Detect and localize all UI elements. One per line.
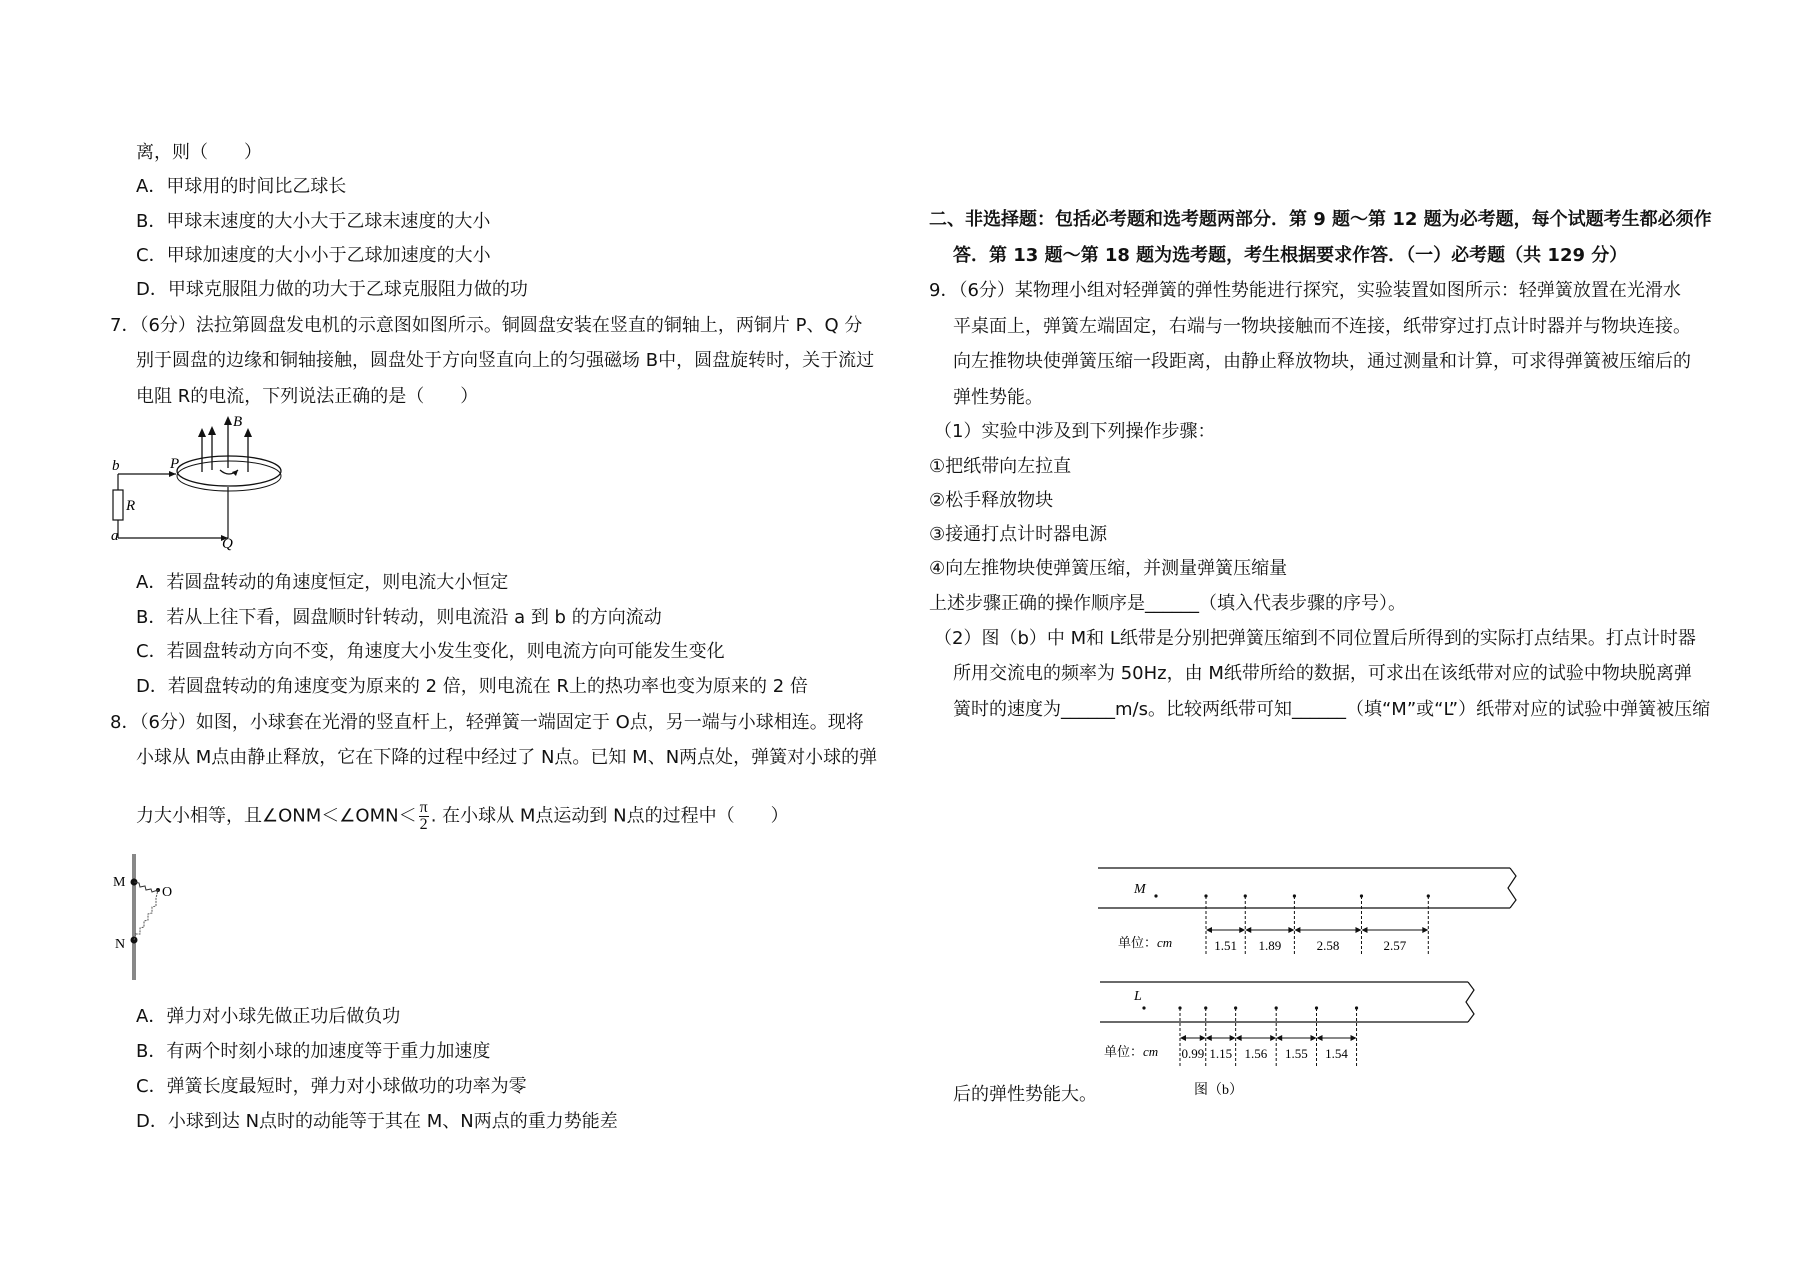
q9-part2-line-3: 簧时的速度为______m/s。比较两纸带可知______（填“M”或“L”）纸带对应的试验中弹簧被压缩: [953, 699, 1711, 720]
q9-stem-line-1: 9．（6分）某物理小组对轻弹簧的弹性势能进行探究，实验装置如图所示：轻弹簧放置在光滑水: [929, 280, 1681, 301]
tape-m-span-left-arrowhead-0: [1206, 927, 1212, 933]
q9-part2-line-1: （2）图（b）中 M和 L纸带是分别把弹簧压缩到不同位置后所得到的实际打点结果。打点计时器: [934, 628, 1696, 649]
tape-l-dot-5: [1315, 1006, 1318, 1009]
q7-stem-line-1: 7．（6分）法拉第圆盘发电机的示意图如图所示。铜圆盘安装在竖直的铜轴上，两铜片 P、Q 分: [110, 315, 863, 336]
tape-l-value-0: 0.99: [1181, 1046, 1205, 1061]
q6-option-b: B．甲球末速度的大小大于乙球末速度的大小: [136, 211, 491, 232]
tape-l-value-4: 1.54: [1325, 1046, 1348, 1061]
fraction-numerator: π: [419, 799, 428, 816]
tape-m-dot-1: [1204, 894, 1207, 897]
q9-step-3: ③接通打点计时器电源: [929, 524, 1108, 545]
tape-m-unit-label: 单位：: [1118, 935, 1158, 950]
q6-option-a: A．甲球用的时间比乙球长: [136, 176, 347, 197]
pi-over-2-fraction: [419, 800, 429, 833]
q9-tail: 后的弹性势能大。: [953, 1084, 1097, 1105]
q8-option-c: C．弹簧长度最短时，弹力对小球做功的功率为零: [136, 1076, 527, 1097]
tape-m: [1098, 868, 1516, 956]
tape-l-value-1: 1.15: [1209, 1046, 1233, 1061]
label-r: R: [126, 498, 136, 514]
q9-step-1: ①把纸带向左拉直: [929, 456, 1072, 477]
tape-m-span-right-arrowhead-0: [1239, 927, 1245, 933]
tape-m-span-right-arrowhead-1: [1288, 927, 1294, 933]
q7-stem-line-3: 电阻 R的电流，下列说法正确的是（ ）: [136, 386, 479, 407]
q8-option-a: A．弹力对小球先做正功后做负功: [136, 1006, 401, 1027]
q6-continuation: 离，则（ ）: [136, 142, 262, 163]
q7-option-c: C．若圆盘转动方向不变，角速度大小发生变化，则电流方向可能发生变化: [136, 641, 725, 662]
tape-l-value-3: 1.55: [1284, 1046, 1308, 1061]
spring-at-n: [134, 890, 158, 940]
tape-l-unit-label: 单位：: [1104, 1044, 1144, 1059]
tape-m-label: M: [1134, 882, 1146, 897]
q9-part2-line-2: 所用交流电的频率为 50Hz，由 M纸带所给的数据，可求出在该纸带对应的试验中物块脱离弹: [953, 663, 1692, 684]
tape-l-torn-edge: [1466, 982, 1474, 1022]
tape-m-dot-3: [1293, 894, 1296, 897]
tape-m-span-left-arrowhead-3: [1361, 927, 1367, 933]
tape-m-unit-cm: cm: [1157, 935, 1173, 950]
q9-stem-line-2: 平桌面上，弹簧左端固定，右端与一物块接触而不连接，纸带穿过打点计时器并与物块连接。: [953, 316, 1691, 337]
tape-m-value-0: 1.51: [1214, 938, 1238, 953]
q6-option-c: C．甲球加速度的大小小于乙球加速度的大小: [136, 245, 491, 266]
tape-m-dot-5: [1427, 894, 1430, 897]
tape-m-value-2: 2.58: [1316, 938, 1340, 953]
q8-line3-part-b: . 在小球从 M点运动到 N点的过程中（ ）: [430, 805, 789, 827]
tape-m-value-3: 2.57: [1383, 938, 1407, 953]
tape-l-dot-2: [1204, 1006, 1207, 1009]
label-b-field: B: [233, 414, 243, 430]
tape-m-value-1: 1.89: [1258, 938, 1282, 953]
figure-b-caption: 图（b）: [1194, 1083, 1243, 1098]
tape-m-span-right-arrowhead-3: [1422, 927, 1428, 933]
q9-part1-heading: （1）实验中涉及到下列操作步骤：: [934, 421, 1216, 442]
tape-l: [1100, 982, 1474, 1066]
fraction-denominator: 2: [419, 816, 428, 833]
q9-stem-line-4: 弹性势能。: [953, 387, 1043, 408]
tape-l-span-right-arrowhead-3: [1311, 1035, 1317, 1041]
tape-l-label: L: [1134, 989, 1142, 1004]
tape-l-span-left-arrowhead-2: [1236, 1035, 1242, 1041]
tape-l-span-right-arrowhead-1: [1230, 1035, 1236, 1041]
q8-stem-line-1: 8．（6分）如图，小球套在光滑的竖直杆上，轻弹簧一端固定于 O点，另一端与小球相连。现将: [110, 712, 864, 733]
section-heading-line-1: 二、非选择题：包括必考题和选考题两部分．第 9 题～第 12 题为必考题，每个试题考生都必须作: [929, 209, 1712, 230]
label-b-terminal: b: [112, 458, 120, 474]
tape-l-unit: [1104, 1044, 1158, 1059]
q9-step-4: ④向左推物块使弹簧压缩，并测量弹簧压缩量: [929, 558, 1288, 579]
paper-tape-figure: [1098, 860, 1518, 1100]
rod-spring-figure: [112, 852, 182, 982]
label-n: N: [115, 937, 126, 952]
tape-m-torn-edge: [1508, 868, 1516, 908]
q7-option-b: B．若从上往下看，圆盘顺时针转动，则电流沿 a 到 b 的方向流动: [136, 607, 662, 628]
q7-option-d: D．若圆盘转动的角速度变为原来的 2 倍，则电流在 R上的热功率也变为原来的 2 倍: [136, 676, 808, 697]
label-m: M: [113, 875, 126, 890]
tape-l-span-left-arrowhead-3: [1276, 1035, 1282, 1041]
tape-m-unit: [1118, 935, 1172, 950]
q8-stem-line-3: [136, 800, 789, 833]
tape-l-value-2: 1.56: [1244, 1046, 1268, 1061]
tape-l-dot-6: [1355, 1006, 1358, 1009]
label-a-terminal: a: [111, 528, 119, 544]
q8-line3-part-a: 力大小相等，且∠ONM＜∠OMN＜: [136, 805, 417, 827]
tape-m-span-right-arrowhead-2: [1355, 927, 1361, 933]
tape-l-span-right-arrowhead-4: [1351, 1035, 1357, 1041]
q8-option-d: D．小球到达 N点时的动能等于其在 M、N两点的重力势能差: [136, 1111, 618, 1132]
q7-stem-line-2: 别于圆盘的边缘和铜轴接触，圆盘处于方向竖直向上的匀强磁场 B中，圆盘旋转时，关于流过: [136, 350, 875, 371]
tape-l-unit-cm: cm: [1143, 1044, 1159, 1059]
tape-l-span-left-arrowhead-4: [1317, 1035, 1323, 1041]
tape-l-dot-4: [1275, 1006, 1278, 1009]
q8-option-b: B．有两个时刻小球的加速度等于重力加速度: [136, 1041, 491, 1062]
tape-m-span-left-arrowhead-2: [1294, 927, 1300, 933]
tape-l-dot-1: [1178, 1006, 1181, 1009]
tape-l-dot-0: [1142, 1006, 1145, 1009]
resistor-r: [113, 490, 123, 520]
q9-step-2: ②松手释放物块: [929, 490, 1054, 511]
faraday-disk-figure: [108, 412, 288, 552]
tape-m-dot-2: [1244, 894, 1247, 897]
tape-l-dot-3: [1234, 1006, 1237, 1009]
tape-m-span-left-arrowhead-1: [1245, 927, 1251, 933]
q6-option-d: D．甲球克服阻力做的功大于乙球克服阻力做的功: [136, 279, 528, 300]
tape-l-span-right-arrowhead-0: [1200, 1035, 1206, 1041]
tape-l-span-left-arrowhead-1: [1206, 1035, 1212, 1041]
tape-l-span-left-arrowhead-0: [1180, 1035, 1186, 1041]
q8-stem-line-2: 小球从 M点由静止释放，它在下降的过程中经过了 N点。已知 M、N两点处，弹簧对小球的弹: [136, 747, 878, 768]
spring-at-m: [134, 882, 158, 892]
q9-stem-line-3: 向左推物块使弹簧压缩一段距离，由静止释放物块，通过测量和计算，可求得弹簧被压缩后的: [953, 351, 1691, 372]
label-q: Q: [222, 536, 233, 552]
section-heading-line-2: 答．第 13 题～第 18 题为选考题，考生根据要求作答．（一）必考题（共 129 分）: [953, 245, 1628, 266]
q7-option-a: A．若圆盘转动的角速度恒定，则电流大小恒定: [136, 572, 509, 593]
label-o: O: [162, 885, 173, 900]
tape-m-dot-4: [1360, 894, 1363, 897]
q9-order-question: 上述步骤正确的操作顺序是______（填入代表步骤的序号）。: [929, 593, 1406, 614]
label-p: P: [170, 456, 180, 472]
tape-m-dot-0: [1154, 894, 1157, 897]
tape-l-span-right-arrowhead-2: [1270, 1035, 1276, 1041]
